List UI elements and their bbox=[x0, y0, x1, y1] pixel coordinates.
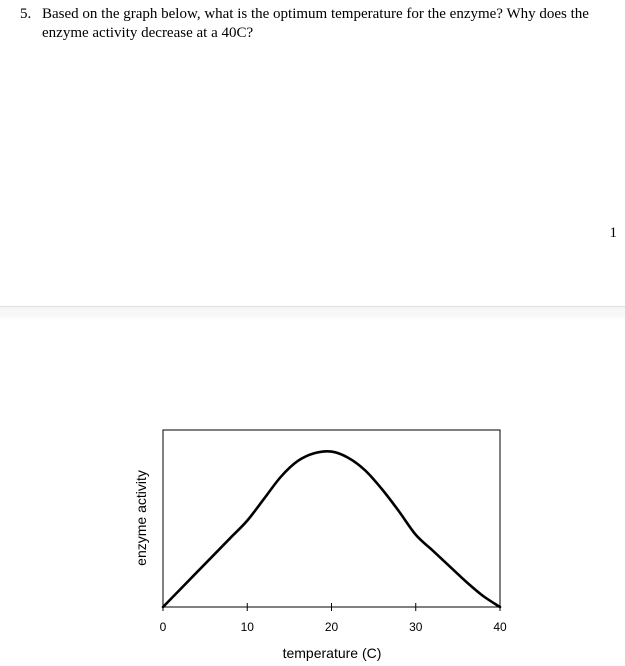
page-number: 1 bbox=[609, 225, 617, 241]
plot-area-frame bbox=[163, 430, 500, 607]
x-tick-label-30: 30 bbox=[409, 620, 423, 634]
x-tick-label-40: 40 bbox=[493, 620, 507, 634]
x-tick-label-10: 10 bbox=[240, 620, 254, 634]
x-tick-label-0: 0 bbox=[159, 620, 167, 634]
y-axis-label: enzyme activity bbox=[133, 470, 149, 566]
x-tick-label-20: 20 bbox=[324, 620, 339, 634]
x-axis-label: temperature (C) bbox=[282, 645, 382, 661]
series-line-enzyme-activity bbox=[163, 451, 500, 607]
question-number: 5. bbox=[20, 6, 32, 22]
question-text: Based on the graph below, what is the optimum temperature for the enzyme? Why does the enzyme activity decrease at a 40C? bbox=[42, 6, 589, 41]
x-axis-tick-labels bbox=[160, 620, 507, 634]
